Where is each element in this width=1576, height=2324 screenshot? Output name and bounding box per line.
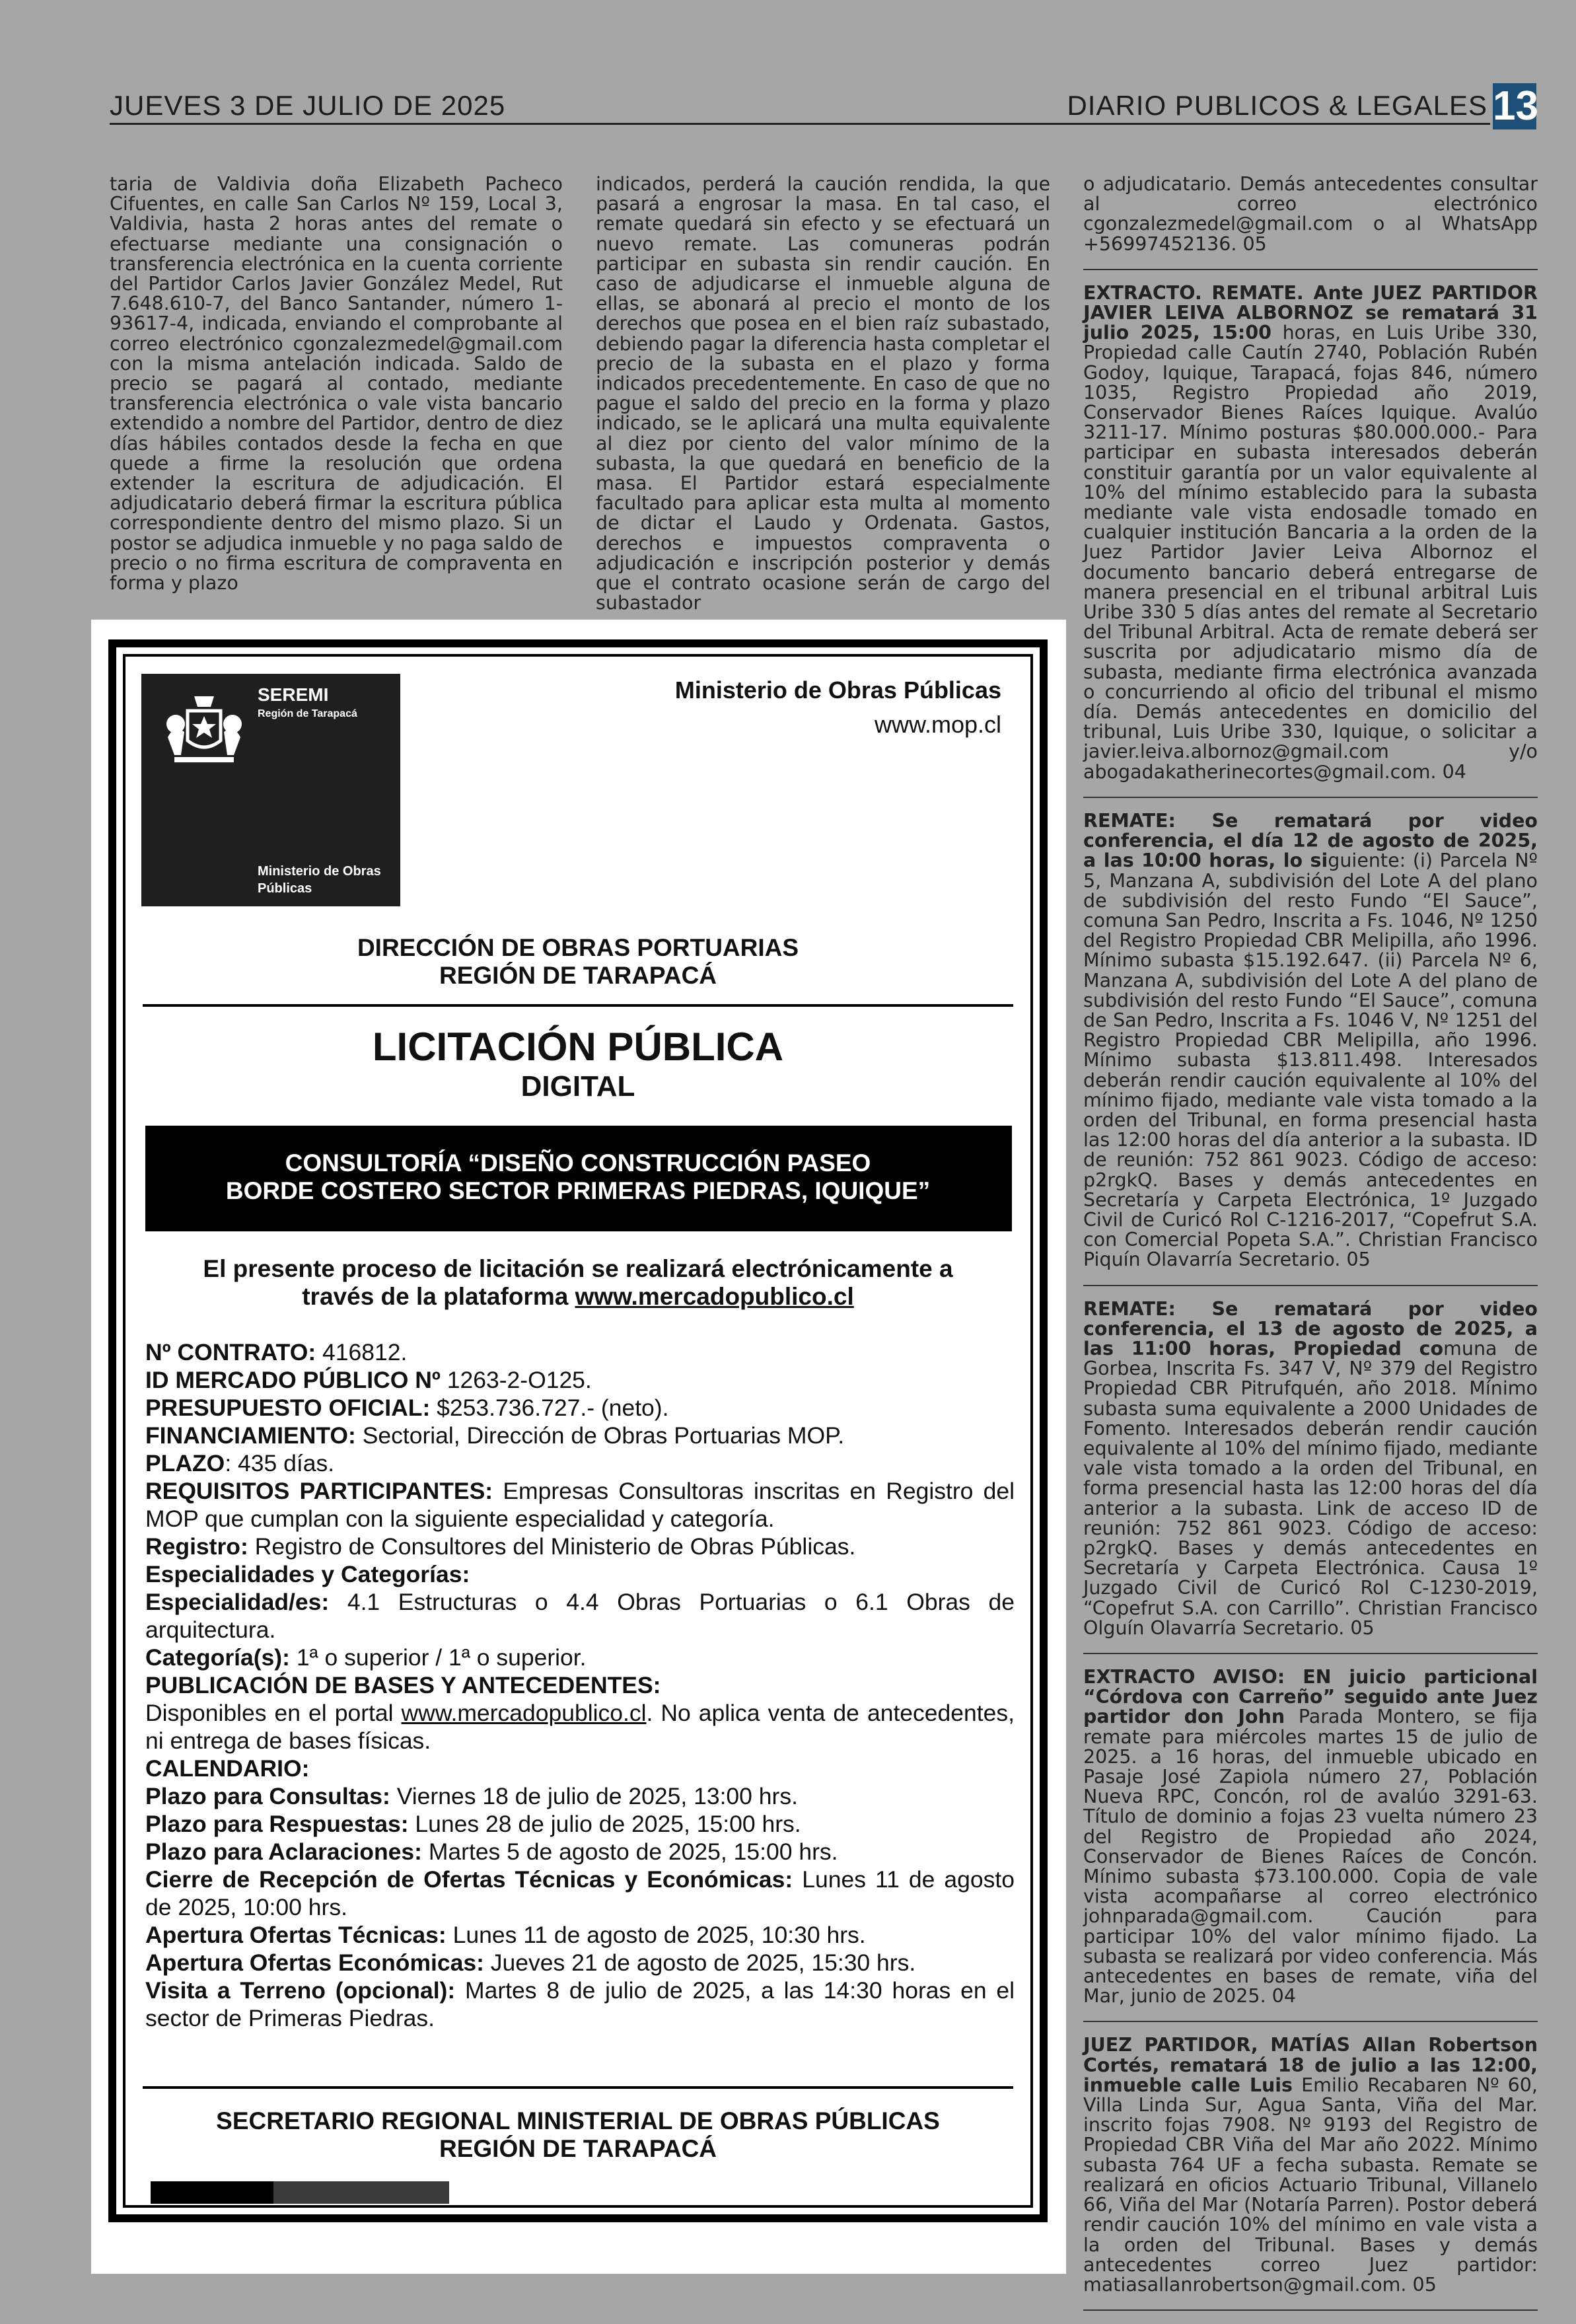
ministry-name: Ministerio de Obras Públicas bbox=[674, 676, 1001, 704]
intro-line-1: El presente proceso de licitación se realizará electrónicamente a bbox=[203, 1255, 953, 1282]
page-number: 13 bbox=[1493, 83, 1538, 129]
intro-line-2 bbox=[141, 1283, 1015, 1311]
direction-line-1: DIRECCIÓN DE OBRAS PORTUARIAS bbox=[357, 934, 799, 961]
notice-divider bbox=[1083, 797, 1538, 798]
notice-3-text: guiente: (i) Parcela Nº 5, Manzana A, subdivisión del Lote A del plano de subdivisión del resto Fundo “El Sauce”, comuna San Pedro, Inscrita a Fs. 1046, Nº 1250 del Registro Propiedad CBR Melipilla, año 1996. Mínimo subasta $15.192.647. (ii) Parcela Nº 6, Manzana A, subdivisión del Lote A del plano de subdivisión del resto Fundo “El Sauce”, comuna de San Pedro, Inscrita a Fs. 1046 V, Nº 1251 del Registro Propiedad CBR Melipilla, año 1996. Mínimo subasta $13.811.498. Interesados deberán rendir caución equivalente al 10% del mínimo fijado, mediante vale vista tomado a la orden del Tribunal, en forma presencial hasta las 12:00 horas del día anterior a la subasta. ID de reunión: 752 861 9023. Código de acceso: p2rgkQ. Bases y demás antecedentes en Secretaría y Carpeta Electrónica, 1º Juzgado Civil de Curicó Rol C-1216-2017, “Copefrut S.A. con Comercial Popeta S.A.”. Christian Francisco Piquín Olavarría Secretario. 05 bbox=[1083, 850, 1538, 1271]
column-2 bbox=[596, 174, 1050, 613]
tender-subtitle: DIGITAL bbox=[520, 1070, 635, 1103]
notice-3 bbox=[1083, 811, 1538, 1270]
detail-contract: Nº CONTRATO: 416812. bbox=[145, 1339, 408, 1365]
notice-divider bbox=[1083, 2021, 1538, 2022]
notice-3-lead: REMATE: Se rematará por video conferencia, el día 12 de agosto de 2025, a las 10:00 horas, lo si bbox=[1083, 809, 1538, 872]
seremi-title: SEREMI bbox=[258, 684, 329, 705]
notice-4-text: muna de Gorbea, Inscrita Fs. 347 V, Nº 379 del Registro Propiedad CBR Pitrufquén, año 2018. Mínimo subasta suma equivalente a 2000 Unidades de Fomento. Interesados deberán rendir caución equivalente al 10% del mínimo fijado, mediante vale vista tomado a la orden del Tribunal, en forma presencial hasta las 12:00 horas del día anterior a la subasta. Link de acceso ID de reunión: 752 861 9023. Código de acceso: p2rgkQ. Bases y demás antecedentes en Secretaría y Carpeta Electrónica. Causa 1º Juzgado Civil de Curicó Rol C-1230-2019, “Copefrut S.A. con Carrillo”. Christian Francisco Olguín Olavarría Secretario. 05 bbox=[1083, 1337, 1538, 1639]
notice-2-lead: EXTRACTO. REMATE. Ante JUEZ PARTIDOR JAVIER LEIVA ALBORNOZ se rematará 31 julio 2025, 15:00 bbox=[1083, 281, 1538, 344]
column-1 bbox=[110, 174, 563, 593]
header-rule bbox=[110, 123, 1490, 125]
notice-6-lead: JUEZ PARTIDOR, MATÍAS Allan Robertson Cortés, rematará 18 de julio a las 12:00, inmueble calle Luis bbox=[1083, 2034, 1538, 2096]
detail-publication-text: Disponibles en el portal www.mercadopublico.cl. No aplica venta de antecedentes, ni entrega de bases físicas. bbox=[145, 1700, 1015, 1754]
detail-categories: Categoría(s): 1ª o superior / 1ª o superior. bbox=[145, 1644, 587, 1671]
ad-divider bbox=[143, 1004, 1013, 1007]
footer-line-1: SECRETARIO REGIONAL MINISTERIAL DE OBRAS PÚBLICAS bbox=[216, 2107, 940, 2134]
coat-of-arms-icon bbox=[161, 691, 247, 770]
seremi-region: Región de Tarapacá bbox=[258, 708, 357, 719]
footer-bar-black bbox=[151, 2181, 273, 2204]
notice-6 bbox=[1083, 2035, 1538, 2295]
column-3 bbox=[1083, 174, 1538, 2324]
ministry-url: www.mop.cl bbox=[874, 711, 1001, 738]
notice-divider bbox=[1083, 1653, 1538, 1654]
notice-2 bbox=[1083, 283, 1538, 782]
intro-text: través de la plataforma bbox=[302, 1283, 575, 1310]
detail-specialties-heading: Especialidades y Categorías: bbox=[145, 1561, 470, 1587]
notice-4-lead: REMATE: Se rematará por video conferencia, el 13 de agosto de 2025, a las 11:00 horas, Propiedad co bbox=[1083, 1297, 1538, 1360]
publication-name: DIARIO PUBLICOS & LEGALES bbox=[1067, 90, 1487, 121]
project-line-1: CONSULTORÍA “DISEÑO CONSTRUCCIÓN PASEO bbox=[285, 1149, 871, 1177]
tender-title: LICITACIÓN PÚBLICA bbox=[372, 1025, 784, 1069]
column-1-text: taria de Valdivia doña Elizabeth Pacheco Cifuentes, en calle San Carlos Nº 159, Local 3, Valdivia, hasta 2 horas antes del remate o efectuarse mediante una consignación o transferencia electrónica en la cuenta corriente del Partidor Carlos Javier González Medel, Rut 7.648.610-7, del Banco Santander, número 1-93617-4, indicada, enviando el comprobante al correo electrónico cgonzalezmedel@gmail.com con la misma antelación indicada. Saldo de precio se pagará al contado, mediante transferencia electrónica o vale vista bancario extendido a nombre del Partidor, dentro de diez días hábiles contados desde la fecha en que quede a firme la resolución que ordena extender la escritura de adjudicación. El adjudicatario deberá firmar la escritura pública correspondiente dentro del mismo plazo. Si un postor se adjudica inmueble y no paga saldo de precio o no firma escritura de compraventa en forma y plazo bbox=[110, 173, 563, 595]
project-line-2: BORDE COSTERO SECTOR PRIMERAS PIEDRAS, IQUIQUE” bbox=[225, 1177, 931, 1204]
notice-4 bbox=[1083, 1299, 1538, 1638]
notice-5-lead: EXTRACTO AVISO: EN juicio particional “Córdova con Carreño” seguido ante Juez partidor don John bbox=[1083, 1666, 1538, 1728]
column-2-text: indicados, perderá la caución rendida, la que pasará a engrosar la masa. En tal caso, el remate quedará sin efecto y se efectuará un nuevo remate. Las comuneras podrán participar en subasta sin rendir caución. En caso de adjudicarse el inmueble alguna de ellas, se abonará al precio el monto de los derechos que posea en el bien raíz subastado, debiendo pagar la diferencia hasta completar el precio de la subasta en el plazo y forma indicados precedentemente. En caso de que no pague el saldo del precio en la forma y plazo indicado, se le aplicará una multa equivalente al diez por ciento del valor mínimo de la subasta, la que quedará en beneficio de la masa. El Partidor estará especialmente facultado para aplicar esta multa al momento de dictar el Laudo y Ordenata. Gastos, derechos e impuestos compraventa o adjudicación e inscripción posterior y demás que el contrato ocasione serán de cargo del subastador bbox=[596, 173, 1050, 614]
notice-6-text: Emilio Recabaren Nº 60, Villa Linda Sur, Agua Santa, Viña del Mar. inscrito fojas 7908. Nº 9193 del Registro de Propiedad CBR Viña del Mar año 2022. Mínimo subasta 764 UF a fecha subasta. Remate se realizará en oficios Actuario Tribunal, Villanelo 66, Viña del Mar (Notaría Parren). Postor deberá rendir caución 10% del mínimo en vale vista a la orden del Tribunal. Bases y demás antecedentes correo Juez partidor: matiasallanrobertson@gmail.com. 05 bbox=[1083, 2074, 1538, 2296]
notice-2-text: horas, en Luis Uribe 330, Propiedad calle Cautín 2740, Población Rubén Godoy, Iquique, Tarapacá, fojas 846, número 1035, Registro Propiedad año 2019, Conservador Bienes Raíces Iquique. Avalúo 3211-17. Mínimo posturas $80.000.000.- Para participar en subasta interesados deberán constituir garantía por un valor equivalente al 10% del mínimo establecido para la subasta mediante vale vista endosadle tomado en cualquier institución Bancaria a la orden de la Juez Partidor Javier Leiva Albornoz el documento bancario deberá entregarse de manera presencial en el tribunal arbitral Luis Uribe 330 5 días antes del remate al Secretario del Tribunal Arbitral. Acta de remate deberá ser suscrita por adjudicatario mismo día de subasta, mediante firma electrónica avanzada o concurriendo al oficio del tribunal el mismo día. Demás antecedentes en domicilio del tribunal, Luis Uribe 330, Iquique, o solicitar a javier.leiva.albornoz@gmail.com y/o abogadakatherinecortes@gmail.com. 04 bbox=[1083, 322, 1538, 783]
notice-divider bbox=[1083, 269, 1538, 270]
notice-1-text: o adjudicatario. Demás antecedentes consultar al correo electrónico cgonzalezmedel@gmail.com o al WhatsApp +56997452136. 05 bbox=[1083, 173, 1538, 255]
notice-1 bbox=[1083, 174, 1538, 254]
notice-5 bbox=[1083, 1667, 1538, 2006]
calendar-consultas: Plazo para Consultas: Viernes 18 de julio de 2025, 13:00 hrs. bbox=[145, 1783, 798, 1809]
calendar-cierre: Cierre de Recepción de Ofertas Técnicas y Económicas: Lunes 11 de agosto de 2025, 10:00 hrs. bbox=[145, 1866, 1015, 1920]
detail-requirements: REQUISITOS PARTICIPANTES: Empresas Consultoras inscritas en Registro del MOP que cumplan con la siguiente especialidad y categoría. bbox=[145, 1478, 1015, 1532]
notice-divider bbox=[1083, 1285, 1538, 1286]
detail-publication-heading: PUBLICACIÓN DE BASES Y ANTECEDENTES: bbox=[145, 1672, 661, 1698]
seremi-ministry: Ministerio de Obras Públicas bbox=[258, 864, 381, 896]
detail-registry: Registro: Registro de Consultores del Ministerio de Obras Públicas. bbox=[145, 1533, 856, 1560]
calendar-visita: Visita a Terreno (opcional): Martes 8 de julio de 2025, a las 14:30 horas en el sector de Primeras Piedras. bbox=[145, 1977, 1015, 2031]
header-date: JUEVES 3 DE JULIO DE 2025 bbox=[110, 90, 506, 121]
calendar-apertura-tecnica: Apertura Ofertas Técnicas: Lunes 11 de agosto de 2025, 10:30 hrs. bbox=[145, 1922, 866, 1948]
calendar-respuestas: Plazo para Respuestas: Lunes 28 de julio de 2025, 15:00 hrs. bbox=[145, 1811, 801, 1837]
calendar-heading: CALENDARIO: bbox=[145, 1755, 310, 1782]
detail-financing: FINANCIAMIENTO: Sectorial, Dirección de Obras Portuarias MOP. bbox=[145, 1422, 845, 1449]
detail-budget: PRESUPUESTO OFICIAL: $253.736.727.- (neto). bbox=[145, 1395, 669, 1421]
bases-link[interactable]: www.mercadopublico.cl bbox=[401, 1700, 647, 1726]
detail-specialties: Especialidad/es: 4.1 Estructuras o 4.4 Obras Portuarias o 6.1 Obras de arquitectura. bbox=[145, 1589, 1015, 1643]
footer-line-2: REGIÓN DE TARAPACÁ bbox=[439, 2135, 717, 2162]
calendar-aclaraciones: Plazo para Aclaraciones: Martes 5 de agosto de 2025, 15:00 hrs. bbox=[145, 1838, 838, 1865]
detail-mercado-id: ID MERCADO PÚBLICO Nº 1263-2-O125. bbox=[145, 1367, 592, 1393]
detail-term: PLAZO: 435 días. bbox=[145, 1450, 335, 1476]
calendar-apertura-economica: Apertura Ofertas Económicas: Jueves 21 de agosto de 2025, 15:30 hrs. bbox=[145, 1949, 916, 1976]
ad-divider bbox=[143, 2086, 1013, 2089]
mercadopublico-link[interactable]: www.mercadopublico.cl bbox=[575, 1283, 854, 1310]
notice-divider bbox=[1083, 2309, 1538, 2311]
tender-details bbox=[145, 1338, 1015, 2032]
notice-5-text: Parada Montero, se fija remate para miércoles martes 15 de julio de 2025. a 16 horas, del inmueble ubicado en Pasaje José Zapiola número 27, Población Nueva RPC, Concón, rol de avalúo 3291-63. Título de dominio a fojas 23 vuelta número 23 del Registro de Propiedad año 2024, Conservador de Bienes Raíces de Concón. Mínimo subasta $73.100.000. Copia de vale vista acompañarse al correo electrónico johnparada@gmail.com. Caución para participar 10% del valor mínimo fijado. La subasta se realizará por video conferencia. Más antecedentes en bases de remate, viña del Mar, junio de 2025. 04 bbox=[1083, 1706, 1538, 2008]
direction-line-2: REGIÓN DE TARAPACÁ bbox=[439, 962, 717, 989]
footer-bar-grey bbox=[273, 2181, 449, 2204]
